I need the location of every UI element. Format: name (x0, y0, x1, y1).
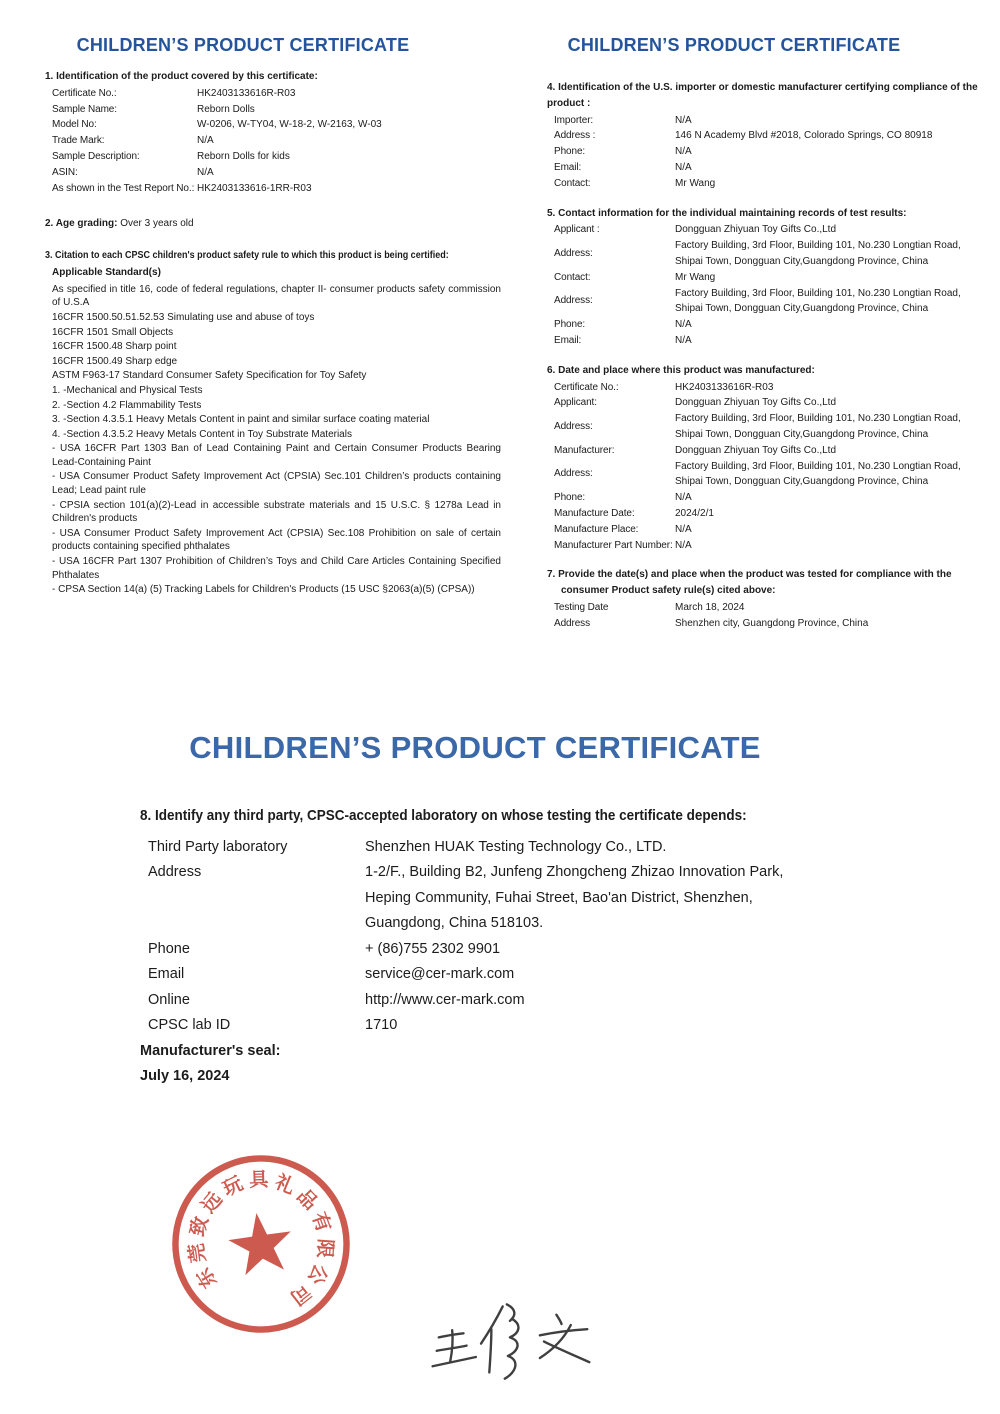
page2-column (547, 34, 981, 632)
field-value: Mr Wang (675, 271, 716, 283)
field-value: 1710 (365, 1017, 398, 1033)
field-row (140, 937, 870, 963)
stamp-character: 礼 (271, 1170, 299, 1199)
field-value: Factory Building, 3rd Floor, Building 101, No.230 Longtian Road, Shipai Town, Dongguan City,Guangdong Province, China (675, 240, 961, 267)
field-value: 1-2/F., Building B2, Junfeng Zhongcheng Zhizao Innovation Park, Heping Community, Fuhai Street, Bao'an District, Shenzhen, Guangdong, China 518103. (365, 864, 784, 931)
field-value: N/A (675, 523, 692, 535)
field-label: Trade Mark: (52, 135, 105, 147)
field-value: service@cer-mark.com (365, 966, 515, 982)
section-2 (45, 216, 501, 232)
field-label: Email: (554, 161, 582, 173)
standard-item: 1. -Mechanical and Physical Tests (52, 384, 203, 396)
stamp-star-icon (225, 1209, 296, 1277)
field-value: HK2403133616-1RR-R03 (197, 182, 312, 194)
stamp-character: 具 (248, 1167, 269, 1192)
section1-rows (45, 86, 501, 197)
field-row (45, 149, 501, 165)
standard-item: - USA Consumer Product Safety Improvement Act (CPSIA) Sec.108 Prohibition on sale of certain products containing specified phthalates (52, 527, 501, 553)
field-label: Online (148, 991, 190, 1008)
field-value: 146 N Academy Blvd #2018, Colorado Springs, CO 80918 (675, 130, 933, 142)
field-row (547, 380, 981, 396)
field-row (45, 165, 501, 181)
field-row (547, 176, 981, 192)
field-label: Manufacturer: (554, 444, 615, 456)
seal-date: July 16, 2024 (140, 1068, 230, 1084)
field-row (45, 181, 501, 197)
field-row (45, 102, 501, 118)
section8-heading: 8. Identify any third party, CPSC-accepted laboratory on whose testing the certificate depends: (140, 807, 747, 824)
field-value: N/A (675, 161, 692, 173)
section-1 (45, 69, 501, 196)
field-row (547, 506, 981, 522)
field-value: W-0206, W-TY04, W-18-2, W-2163, W-03 (197, 119, 382, 131)
field-label: Applicant : (554, 224, 600, 236)
page1-title: CHILDREN’S PRODUCT CERTIFICATE (76, 35, 410, 55)
section4-rows (547, 113, 981, 192)
section7-heading: 7. Provide the date(s) and place when the product was tested for compliance with the consumer Product safety rule(s) cited above: (547, 569, 952, 597)
field-label: Third Party laboratory (148, 838, 288, 855)
field-label: Address (554, 617, 590, 629)
section7-rows (547, 600, 981, 632)
field-value: Shenzhen city, Guangdong Province, China (675, 617, 869, 629)
standard-item: 4. -Section 4.3.5.2 Heavy Metals Content in Toy Substrate Materials (52, 428, 352, 440)
field-value: N/A (675, 319, 692, 331)
field-label: Certificate No.: (554, 381, 619, 393)
standard-item: 3. -Section 4.3.5.1 Heavy Metals Content in paint and similar surface coating material (52, 414, 430, 426)
field-value: Reborn Dolls (197, 103, 255, 115)
field-value: N/A (675, 114, 692, 126)
standard-item: - USA 16CFR Part 1303 Ban of Lead Containing Paint and Certain Consumer Products Bearing Lead-Containing Paint (52, 443, 501, 468)
section2-value: Over 3 years old (120, 218, 194, 230)
field-label: As shown in the Test Report No.: (52, 182, 195, 194)
field-value: + (86)755 2302 9901 (365, 940, 501, 957)
field-value: HK2403133616R-R03 (675, 381, 774, 393)
field-value: Dongguan Zhiyuan Toy Gifts Co.,Ltd (675, 224, 837, 236)
field-row (547, 490, 981, 506)
field-label: Testing Date (554, 601, 609, 613)
field-value: N/A (675, 539, 692, 551)
field-label: Address: (554, 295, 593, 307)
field-value: Dongguan Zhiyuan Toy Gifts Co.,Ltd (675, 397, 837, 409)
field-row (547, 238, 981, 270)
field-row (547, 286, 981, 318)
field-row (45, 86, 501, 102)
field-value: Dongguan Zhiyuan Toy Gifts Co.,Ltd (675, 444, 837, 456)
section5-rows (547, 222, 981, 348)
field-value: Factory Building, 3rd Floor, Building 101, No.230 Longtian Road, Shipai Town, Dongguan City,Guangdong Province, China (675, 287, 961, 315)
applicable-standards-label: Applicable Standard(s) (52, 266, 161, 278)
field-label: Model No: (52, 119, 97, 131)
manufacturer-seal-label: Manufacturer's seal: (140, 1042, 281, 1059)
field-row (547, 144, 981, 160)
field-label: Phone: (554, 492, 586, 504)
field-value: N/A (197, 166, 214, 178)
field-label: Manufacture Place: (554, 523, 639, 535)
standard-item: 16CFR 1500.49 Sharp edge (52, 355, 178, 367)
company-stamp (169, 1152, 353, 1336)
field-row (140, 1013, 870, 1039)
standards-list (45, 283, 501, 597)
section-7 (547, 567, 981, 631)
field-label: Sample Description: (52, 150, 140, 162)
field-label: Address (148, 864, 202, 880)
field-row (547, 538, 981, 554)
field-value: N/A (675, 146, 692, 158)
field-label: Applicant: (554, 397, 597, 409)
field-row (547, 395, 981, 411)
field-label: Email (148, 966, 185, 982)
field-row (45, 117, 501, 133)
field-label: Address : (554, 130, 596, 142)
section-3 (45, 248, 501, 597)
standard-item: ASTM F963-17 Standard Consumer Safety Specification for Toy Safety (52, 370, 367, 382)
section1-heading: 1. Identification of the product covered by this certificate: (45, 71, 318, 82)
field-value: Reborn Dolls for kids (197, 150, 290, 162)
field-row (547, 333, 981, 349)
field-row (547, 616, 981, 632)
section-8 (140, 803, 870, 1090)
field-label: CPSC lab ID (148, 1017, 231, 1033)
field-row (547, 270, 981, 286)
field-label: Manufacturer Part Number: (554, 539, 673, 551)
field-label: Importer: (554, 114, 594, 126)
section-5 (547, 206, 981, 349)
section8-rows (140, 835, 870, 1039)
standard-item: As specified in title 16, code of federal regulations, chapter II- consumer products safety commission of U.S.A (52, 283, 501, 309)
standard-item: - USA Consumer Product Safety Improvement Act (CPSIA) Sec.101 Children’s products containing Lead; Lead paint rule (52, 471, 501, 497)
standard-item: 16CFR 1500.50.51.52.53 Simulating use and abuse of toys (52, 311, 315, 323)
field-label: Phone (148, 940, 190, 957)
field-value: 2024/2/1 (675, 507, 714, 519)
field-label: Contact: (554, 271, 591, 283)
stamp-character: 公 (303, 1260, 333, 1289)
standard-item: - USA 16CFR Part 1307 Prohibition of Children’s Toys and Child Care Articles Containing Specified Phthalates (52, 556, 501, 581)
standard-item: 2. -Section 4.2 Flammability Tests (52, 399, 202, 411)
stamp-character: 远 (196, 1187, 227, 1218)
main-certificate-title: CHILDREN’S PRODUCT CERTIFICATE (189, 730, 761, 765)
section4-heading: 4. Identification of the U.S. importer or domestic manufacturer certifying compliance of the product : (547, 82, 978, 109)
field-label: Email: (554, 334, 582, 346)
signature-strokes (433, 1304, 590, 1378)
section6-rows (547, 380, 981, 554)
field-label: Manufacture Date: (554, 507, 635, 519)
section-4 (547, 80, 981, 192)
standard-item: - CPSIA section 101(a)(2)-Lead in accessible substrate materials and 15 U.S.C. § 1278a Lead in Children's products (52, 499, 501, 525)
section5-heading: 5. Contact information for the individual maintaining records of test results: (547, 207, 907, 219)
field-value: N/A (197, 135, 214, 147)
field-value: HK2403133616R-R03 (197, 87, 296, 99)
handwritten-signature (424, 1292, 600, 1390)
page2-title: CHILDREN’S PRODUCT CERTIFICATE (567, 35, 901, 55)
field-label: ASIN: (52, 166, 78, 178)
field-value: Mr Wang (675, 177, 716, 189)
field-value: Factory Building, 3rd Floor, Building 101, No.230 Longtian Road, Shipai Town, Dongguan City,Guangdong Province, China (675, 460, 961, 488)
field-value: http://www.cer-mark.com (365, 991, 525, 1008)
field-value: N/A (675, 492, 692, 504)
field-row (547, 443, 981, 459)
field-row (45, 133, 501, 149)
page1-column (45, 34, 501, 597)
field-row (140, 962, 870, 988)
stamp-character: 品 (292, 1184, 323, 1215)
field-label: Contact: (554, 177, 591, 189)
field-row (547, 411, 981, 443)
field-row (547, 522, 981, 538)
field-label: Sample Name: (52, 103, 117, 115)
field-label: Address: (554, 421, 593, 433)
standard-item: - CPSA Section 14(a) (5) Tracking Labels for Children's Products (15 USC §2063(a)(5) (CPSA)) (52, 584, 475, 596)
stamp-character: 限 (313, 1238, 338, 1259)
field-row (140, 988, 870, 1014)
field-row (140, 860, 870, 937)
field-row (547, 222, 981, 238)
field-label: Phone: (554, 319, 586, 331)
field-row (140, 835, 870, 861)
field-row (547, 128, 981, 144)
section6-heading: 6. Date and place where this product was manufactured: (547, 364, 815, 376)
field-label: Address: (554, 248, 593, 260)
field-label: Certificate No.: (52, 87, 117, 99)
field-value: Factory Building, 3rd Floor, Building 101, No.230 Longtian Road, Shipai Town, Dongguan City,Guangdong Province, China (675, 413, 961, 440)
field-label: Address: (554, 468, 593, 480)
stamp-character: 玩 (219, 1171, 247, 1201)
stamp-character: 东 (191, 1263, 222, 1293)
section-6 (547, 363, 981, 554)
field-row (547, 600, 981, 616)
field-label: Phone: (554, 146, 586, 158)
field-row (547, 113, 981, 129)
field-value: N/A (675, 334, 692, 346)
field-value: Shenzhen HUAK Testing Technology Co., LTD. (365, 838, 667, 855)
stamp-character: 司 (285, 1279, 316, 1310)
section2-heading: 2. Age grading: (45, 218, 118, 230)
field-row (547, 459, 981, 491)
field-value: March 18, 2024 (675, 601, 745, 613)
standard-item: 16CFR 1501 Small Objects (52, 326, 174, 338)
field-row (547, 160, 981, 176)
field-row (547, 317, 981, 333)
stamp-character: 莞 (184, 1241, 210, 1265)
stamp-character: 致 (185, 1213, 213, 1239)
stamp-character: 有 (307, 1209, 336, 1236)
standard-item: 16CFR 1500.48 Sharp point (52, 341, 177, 353)
section3-heading: 3. Citation to each CPSC children's product safety rule to which this product is being certified: (45, 250, 449, 262)
